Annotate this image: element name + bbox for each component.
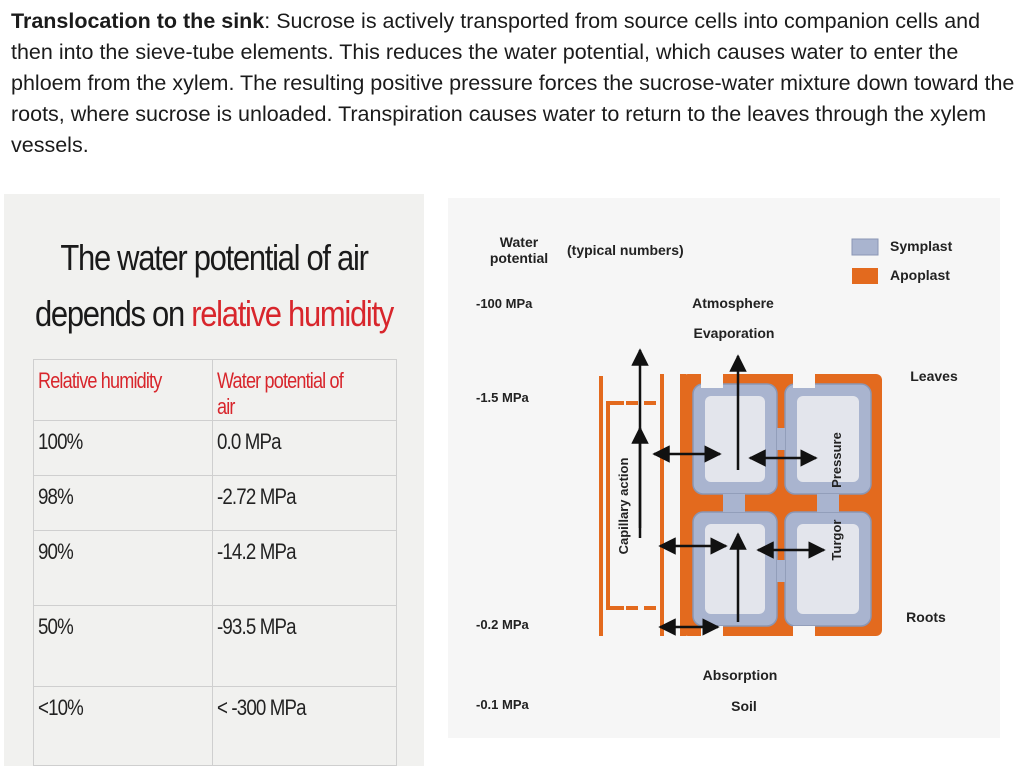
xylem-vessel bbox=[662, 374, 682, 636]
title-prefix: depends on bbox=[34, 293, 192, 334]
table-cell: 98% bbox=[34, 476, 213, 531]
potential-leaves: -1.5 MPa bbox=[476, 390, 529, 405]
humidity-title-line2 bbox=[33, 292, 394, 336]
leaves-label: Leaves bbox=[910, 368, 958, 384]
table-cell: <10% bbox=[34, 687, 213, 766]
table-cell: -2.72 MPa bbox=[213, 476, 397, 531]
atmosphere-label: Atmosphere bbox=[692, 295, 774, 311]
intro-bold-lead: Translocation to the sink bbox=[11, 9, 265, 33]
table-row bbox=[34, 531, 397, 606]
roots-label: Roots bbox=[906, 609, 946, 625]
table-cell: 0.0 MPa bbox=[213, 421, 397, 476]
intro-paragraph bbox=[11, 6, 1016, 161]
potential-atmosphere: -100 MPa bbox=[476, 296, 533, 311]
capillary-action-label: Capillary action bbox=[616, 457, 631, 555]
table-cell: 100% bbox=[34, 421, 213, 476]
absorption-label: Absorption bbox=[702, 667, 778, 683]
table-cell: -14.2 MPa bbox=[213, 531, 397, 606]
table-cell: 90% bbox=[34, 531, 213, 606]
turgor-label: Turgor bbox=[829, 519, 844, 561]
title-highlight: relative humidity bbox=[191, 293, 394, 334]
table-row bbox=[34, 476, 397, 531]
humidity-title-line1: The water potential of air bbox=[60, 237, 368, 278]
table-cell: 50% bbox=[34, 606, 213, 687]
legend-symplast-label: Symplast bbox=[890, 238, 953, 254]
table-row bbox=[34, 687, 397, 766]
table-row bbox=[34, 421, 397, 476]
table-header-row bbox=[34, 360, 397, 421]
table-cell: -93.5 MPa bbox=[213, 606, 397, 687]
soil-label: Soil bbox=[731, 698, 757, 714]
humidity-panel bbox=[4, 194, 424, 766]
intro-text: : Sucrose is actively transported from source cells into companion cells and then into the sieve-tube elements. This reduces the water potential, which causes water to enter the phloem from the xylem. The resulting positive pressure forces the sucrose-water mixture down toward the roots, where sucrose is unloaded. Transpiration causes water to return to the leaves through the xylem vessels. bbox=[11, 9, 1015, 157]
table-row bbox=[34, 606, 397, 687]
diagram-svg bbox=[448, 198, 1000, 738]
potential-soil: -0.1 MPa bbox=[476, 697, 529, 712]
evaporation-label: Evaporation bbox=[693, 325, 775, 341]
water-potential-diagram bbox=[448, 198, 1000, 738]
table-cell: < -300 MPa bbox=[213, 687, 397, 766]
water-label-line1: Water bbox=[499, 234, 539, 250]
typical-numbers-label: (typical numbers) bbox=[567, 242, 684, 258]
water-label-line2: potential bbox=[489, 250, 549, 266]
legend-apoplast-label: Apoplast bbox=[890, 267, 950, 283]
table-header-humidity: Relative humidity bbox=[34, 360, 213, 421]
table-header-potential: Water potential of air bbox=[213, 360, 397, 421]
legend-symplast-swatch bbox=[852, 239, 878, 255]
pressure-label: Pressure bbox=[829, 432, 844, 488]
potential-roots: -0.2 MPa bbox=[476, 617, 529, 632]
humidity-table bbox=[33, 359, 397, 766]
legend-apoplast-swatch bbox=[852, 268, 878, 284]
